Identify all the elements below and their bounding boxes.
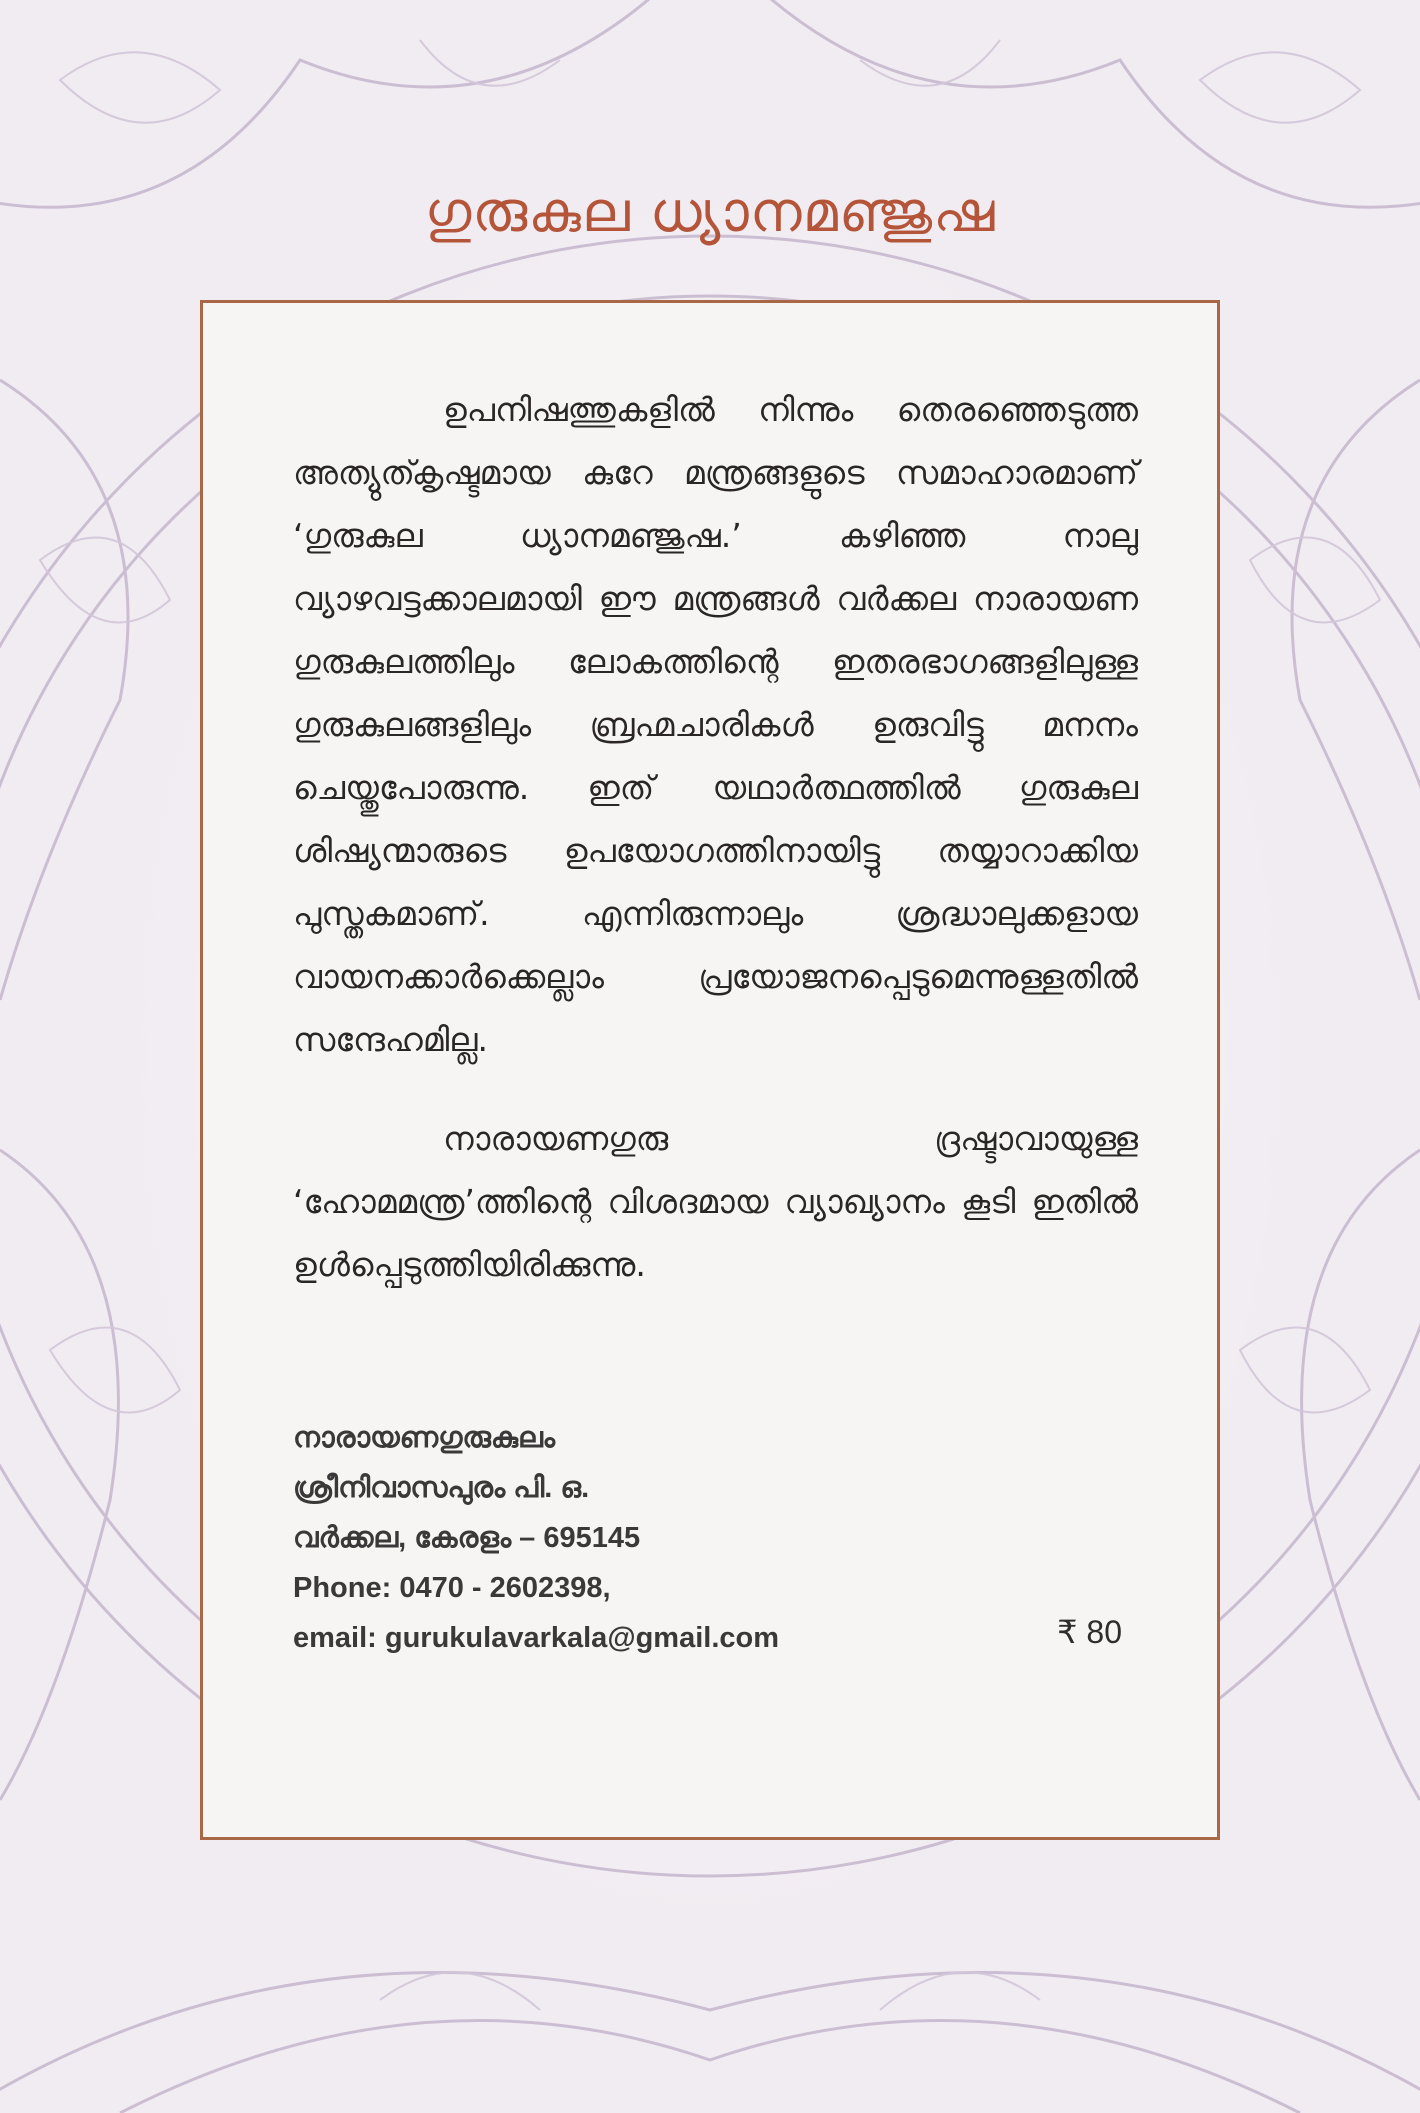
publisher-name: നാരായണഗുരുകുലം [293,1422,556,1454]
publisher-phone: Phone: 0470 - 2602398, [293,1572,611,1604]
blurb-text [293,378,1138,1296]
price-label: ₹ 80 [1057,1614,1122,1650]
blurb-panel [200,300,1220,1840]
publisher-address [293,1413,1138,1663]
publisher-post-office: ശ്രീനിവാസപുരം പി. ഒ. [293,1472,590,1504]
book-title: ഗുരുകുല ധ്യാനമഞ്ജുഷ [424,180,996,245]
publisher-email: email: gurukulavarkala@gmail.com [293,1622,780,1654]
publisher-place: വർക്കല, കേരളം – 695145 [293,1522,641,1554]
blurb-paragraph-1: ഉപനിഷത്തുകളിൽ നിന്നും തെരഞ്ഞെടുത്ത അത്യുത്കൃഷ്ടമായ കുറേ മന്ത്രങ്ങളുടെ സമാഹാരമാണ് ‘ഗുരുകുല ധ്യാനമഞ്ജുഷ.’ കഴിഞ്ഞ നാലു വ്യാഴവട്ടക്കാലമായി ഈ മന്ത്രങ്ങൾ വർക്കല നാരായണ ഗുരുകുലത്തിലും ലോകത്തിന്റെ ഇതരഭാഗങ്ങളിലുള്ള ഗുരുകുലങ്ങളിലും ബ്രഹ്മചാരികൾ ഉരുവിട്ടു മനനം ചെയ്തുപോരുന്നു. ഇത് യഥാർത്ഥത്തിൽ ഗുരുകുല ശിഷ്യന്മാരുടെ ഉപയോഗത്തിനായിട്ടു തയ്യാറാക്കിയ പുസ്തകമാണ്. എന്നിരുന്നാലും ശ്രദ്ധാലുക്കളായ വായനക്കാർക്കെല്ലാം പ്രയോജനപ്പെടുമെന്നുള്ളതിൽ സന്ദേഹമില്ല. [293,390,1138,1059]
blurb-paragraph-2: നാരായണഗുരു ദ്രഷ്ടാവായുള്ള ‘ഹോമമന്ത്ര’ത്തിന്റെ വിശദമായ വ്യാഖ്യാനം കൂടി ഇതിൽ ഉൾപ്പെടുത്തിയിരിക്കുന്നു. [293,1119,1138,1284]
